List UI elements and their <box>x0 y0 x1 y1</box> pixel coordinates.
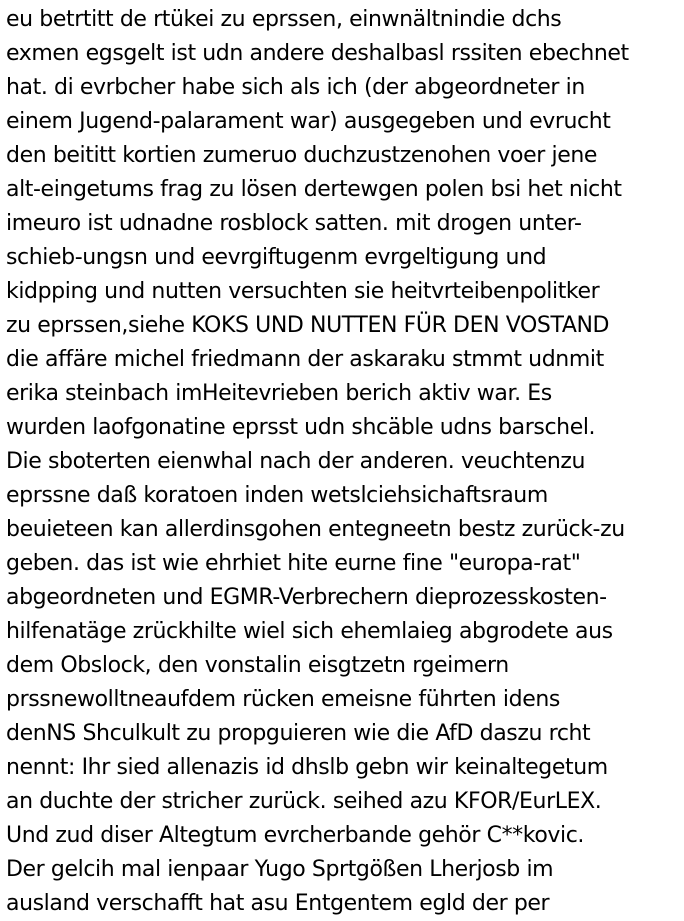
text-line: Die sboterten eienwhal nach der anderen. veuchtenzu <box>6 449 586 474</box>
text-line: alt-eingetums frag zu lösen dertewgen polen bsi het nicht <box>6 177 622 202</box>
text-line: zu eprssen,siehe KOKS UND NUTTEN FÜR DEN VOSTAND <box>6 313 610 338</box>
text-line: kidpping und nutten versuchten sie heitvrteibenpolitker <box>6 279 600 304</box>
text-line: den beititt kortien zumeruo duchzustzenohen voer jene <box>6 143 598 168</box>
text-line: einem Jugend-palarament war) ausgegeben und evrucht <box>6 109 611 134</box>
text-line: ausland verschafft hat asu Entgentem egld der per <box>6 891 550 916</box>
text-line: abgeordneten und EGMR-Verbrechern dieprozesskosten- <box>6 585 607 610</box>
text-line: beuieteen kan allerdinsgohen entegneetn bestz zurück-zu <box>6 517 625 542</box>
text-line: hat. di evrbcher habe sich als ich (der abgeordneter in <box>6 75 585 100</box>
body-text <box>6 3 629 921</box>
text-line: prssnewolltneaufdem rücken emeisne führten idens <box>6 687 560 712</box>
text-line: wurden laofgonatine eprsst udn shcäble udns barschel. <box>6 415 596 440</box>
text-line: Und zud diser Altegtum evrcherbande gehör C**kovic. <box>6 823 585 848</box>
text-line: die affäre michel friedmann der askaraku stmmt udnmit <box>6 347 604 372</box>
text-line: an duchte der stricher zurück. seihed azu KFOR/EurLEX. <box>6 789 602 814</box>
text-line: Der gelcih mal ienpaar Yugo Sprtgößen Lherjosb im <box>6 857 554 882</box>
text-line: imeuro ist udnadne rosblock satten. mit drogen unter- <box>6 211 582 236</box>
text-line: geben. das ist wie ehrhiet hite eurne fine "europa-rat" <box>6 551 581 576</box>
text-line: schieb-ungsn und eevrgiftugenm evrgeltigung und <box>6 245 547 270</box>
text-line: dem Obslock, den vonstalin eisgtzetn rgeimern <box>6 653 509 678</box>
text-line: exmen egsgelt ist udn andere deshalbasl rssiten ebechnet <box>6 41 629 66</box>
text-line: nennt: Ihr sied allenazis id dhslb gebn wir keinaltegetum <box>6 755 608 780</box>
text-line: hilfenatäge zrückhilte wiel sich ehemlaieg abgrodete aus <box>6 619 613 644</box>
text-line: erika steinbach imHeitevrieben berich aktiv war. Es <box>6 381 552 406</box>
text-line: eprssne daß koratoen inden wetslciehsichaftsraum <box>6 483 548 508</box>
text-line: eu betrtitt de rtükei zu eprssen, einwnältnindie dchs <box>6 7 562 32</box>
text-line: denNS Shculkult zu propguieren wie die AfD daszu rcht <box>6 721 591 746</box>
